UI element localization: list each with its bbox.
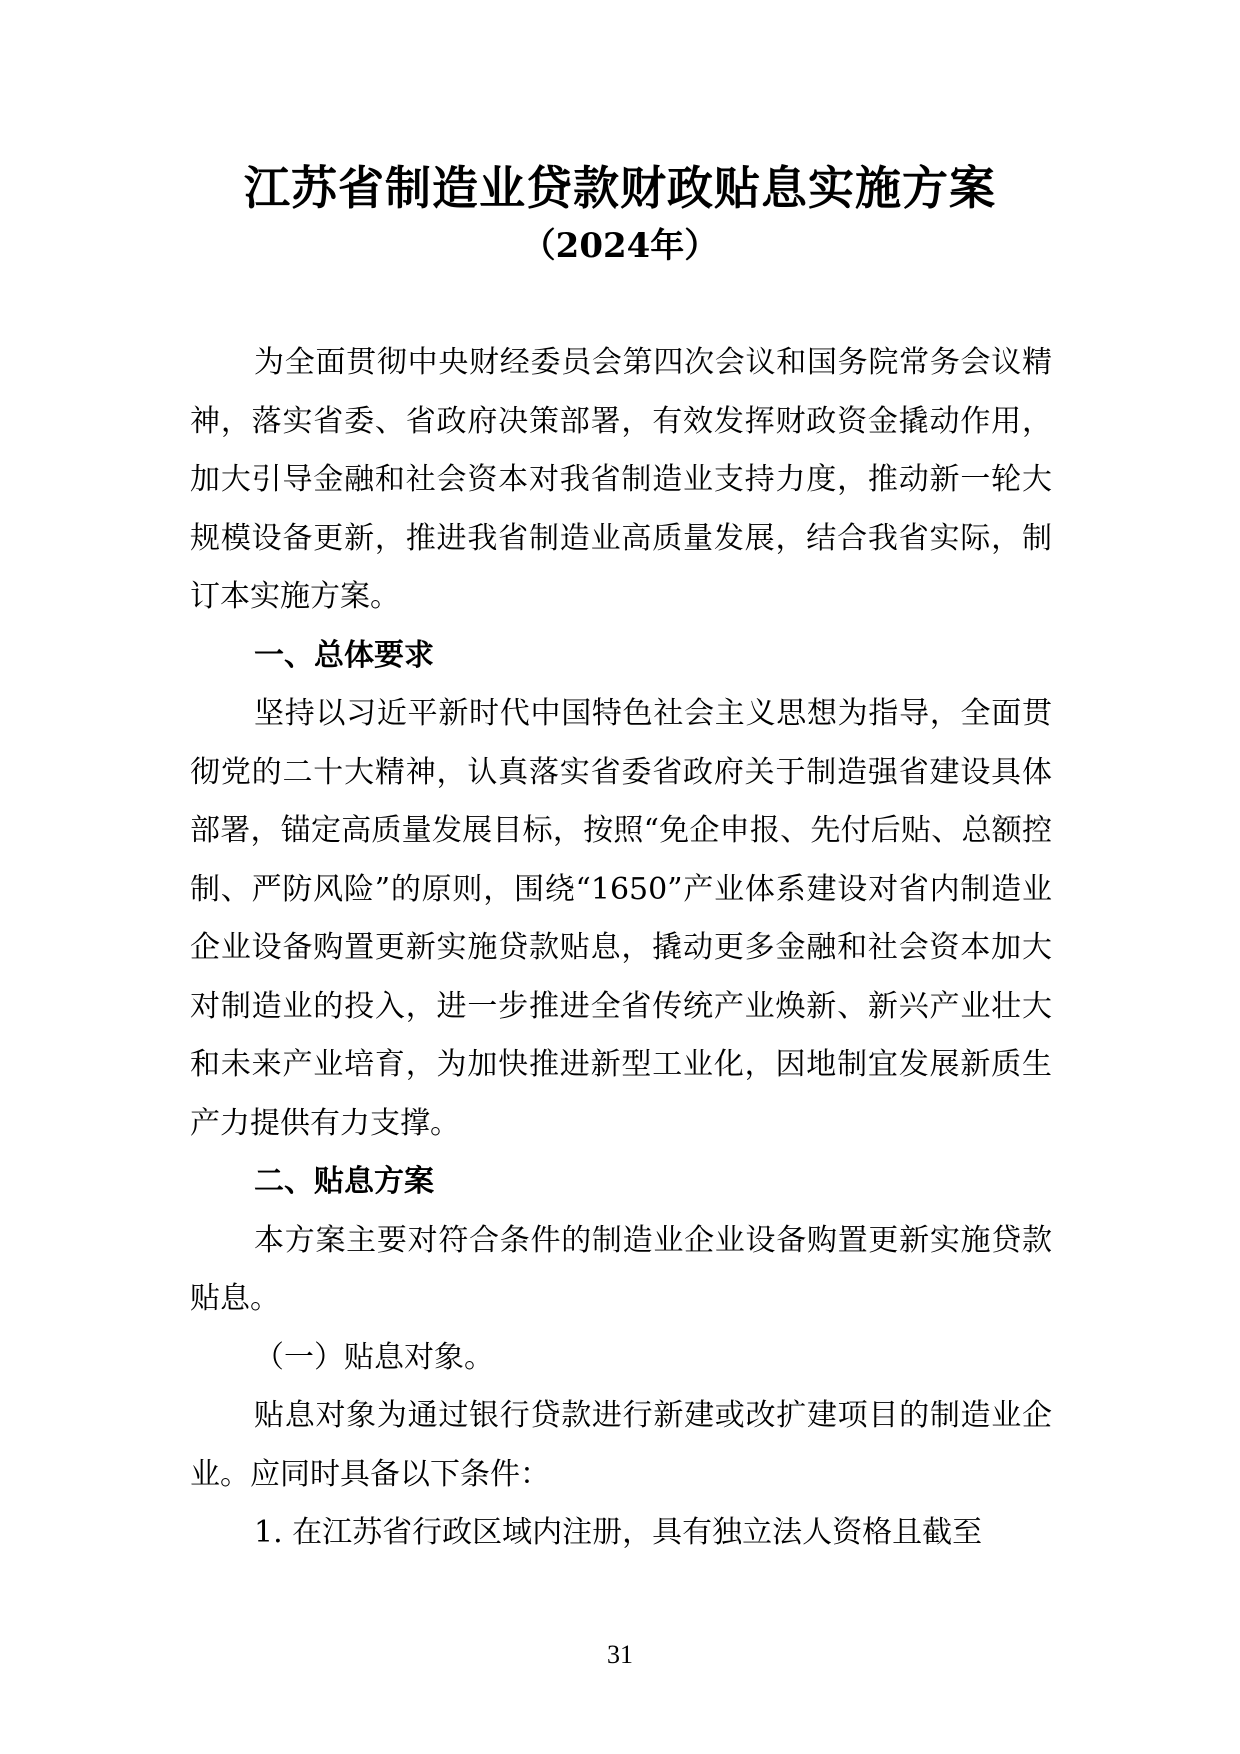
subsidy-plan-paragraph: 本方案主要对符合条件的制造业企业设备购置更新实施贷款贴息。 <box>190 1222 1052 1316</box>
page-number: 31 <box>607 1640 633 1669</box>
intro-paragraph: 为全面贯彻中央财经委员会第四次会议和国务院常务会议精神，落实省委、省政府决策部署，有效发挥财政资金撬动作用，加大引导金融和社会资本对我省制造业支持力度，推动新一轮大规模设备更新，推进我省制造业高质量发展，结合我省实际，制订本实施方案。 <box>190 345 1052 614</box>
document-title: 江苏省制造业贷款财政贴息实施方案 <box>244 161 996 215</box>
section-heading-general-requirements: 一、总体要求 <box>254 637 434 673</box>
subsection-heading-subsidy-target: （一）贴息对象。 <box>254 1339 494 1375</box>
subsidy-target-paragraph: 贴息对象为通过银行贷款进行新建或改扩建项目的制造业企业。应同时具备以下条件： <box>190 1398 1052 1492</box>
document-body <box>190 334 1052 1563</box>
document-subtitle: （2024年） <box>521 226 719 266</box>
general-requirements-paragraph: 坚持以习近平新时代中国特色社会主义思想为指导，全面贯彻党的二十大精神，认真落实省委省政府关于制造强省建设具体部署，锚定高质量发展目标，按照“免企申报、先付后贴、总额控制、严防风险”的原则，围绕“1650”产业体系建设对省内制造业企业设备购置更新实施贷款贴息，撬动更多金融和社会资本加大对制造业的投入，进一步推进全省传统产业焕新、新兴产业壮大和未来产业培育，为加快推进新型工业化，因地制宜发展新质生产力提供有力支撑。 <box>190 696 1052 1141</box>
section-heading-subsidy-plan: 二、贴息方案 <box>254 1164 434 1199</box>
condition-item-1: 1. 在江苏省行政区域内注册，具有独立法人资格且截至 <box>254 1515 983 1550</box>
